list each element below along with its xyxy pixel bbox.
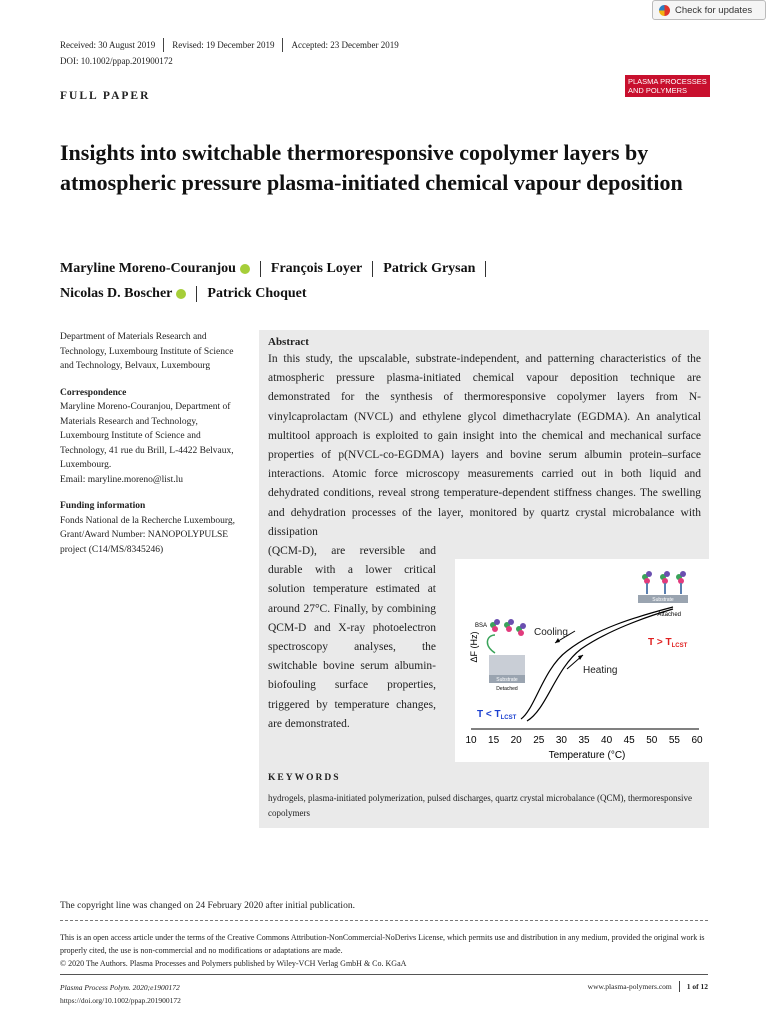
- attached-label: Attached: [657, 612, 681, 618]
- dashed-divider: [60, 920, 708, 921]
- author-name: Nicolas D. Boscher: [60, 286, 173, 301]
- section-label: FULL PAPER: [60, 90, 151, 102]
- license-statement: This is an open access article under the terms of the Creative Commons Attribution-NonCommercial-NoDerivs License, which permits use and distribution in any medium, provided the original work is properly cited, the use is non-commercial and no modifications or adaptations are made.: [60, 933, 705, 955]
- attached-illustration: [638, 571, 688, 618]
- swollen-layer: [489, 655, 525, 675]
- author[interactable]: [271, 256, 362, 281]
- divider: [196, 286, 197, 302]
- divider: [163, 38, 164, 52]
- cooling-label: Cooling: [534, 627, 568, 638]
- doi-link[interactable]: https://doi.org/10.1002/ppap.201900172: [60, 996, 181, 1005]
- license-text: [60, 931, 705, 970]
- page-number: 1 of 12: [686, 982, 708, 991]
- journal-logo: [625, 75, 710, 97]
- affiliation: Department of Materials Research and Technology, Luxembourg Institute of Science and Technology, Belvaux, Luxembourg: [60, 332, 234, 371]
- footer-rule: [60, 974, 708, 975]
- x-tick-label: 50: [646, 735, 658, 746]
- x-tick-label: 15: [488, 735, 500, 746]
- orcid-icon[interactable]: [240, 264, 250, 274]
- copyright-change-note: The copyright line was changed on 24 February 2020 after initial publication.: [60, 901, 355, 911]
- x-axis-label: Temperature (°C): [548, 750, 626, 761]
- author[interactable]: [207, 281, 306, 306]
- footer-right: [588, 981, 708, 992]
- x-tick-label: 60: [691, 735, 703, 746]
- keywords-text: hydrogels, plasma-initiated polymerization, pulsed discharges, quartz crystal microbalance (QCM), thermoresponsive copolymers: [268, 793, 692, 818]
- author[interactable]: [60, 256, 250, 281]
- divider: [260, 261, 261, 277]
- author-name: Maryline Moreno-Couranjou: [60, 261, 236, 276]
- detached-illustration: [475, 619, 526, 692]
- cooling-arrow-head: [555, 638, 560, 643]
- divider: [282, 38, 283, 52]
- divider: [679, 981, 680, 992]
- release-arrow: [487, 635, 495, 653]
- author-list: [60, 256, 720, 306]
- correspondence-text: Maryline Moreno-Couranjou, Department of Materials Research and Technology, Luxembourg Institute of Science and Technology, 41 rue du Brill, L-4422 Belvaux, Luxembourg.: [60, 402, 234, 470]
- author[interactable]: [60, 281, 186, 306]
- orcid-icon[interactable]: [176, 289, 186, 299]
- heating-label: Heating: [583, 665, 618, 676]
- author[interactable]: [383, 256, 475, 281]
- funding-heading: Funding information: [60, 501, 146, 511]
- crossmark-icon: [659, 5, 670, 16]
- divider: [372, 261, 373, 277]
- journal-logo-line1: PLASMA PROCESSES: [628, 77, 707, 86]
- x-tick-label: 40: [601, 735, 613, 746]
- author-name: Patrick Grysan: [383, 261, 476, 276]
- keywords-heading: KEYWORDS: [268, 773, 341, 783]
- correspondence-heading: Correspondence: [60, 387, 127, 398]
- correspondence-email[interactable]: Email: maryline.moreno@list.lu: [60, 474, 183, 485]
- y-axis-label: ΔF (Hz): [469, 631, 479, 663]
- cold-label: $T < T_{LCST}$: [477, 709, 517, 721]
- author-name: Patrick Choquet: [207, 286, 307, 301]
- abstract-text-continued: (QCM-D), are reversible and durable with a lower critical solution temperature estimated at around 27°C. Finally, by combining QCM-D and X-ray photoelectron spectroscopy analyses, the switchable bovine serum albumin-biofouling surface properties, triggered by temperature changes, are demonstrated.: [268, 545, 436, 730]
- received-date: Received: 30 August 2019: [60, 40, 156, 50]
- journal-logo-line2: AND POLYMERS: [628, 86, 688, 95]
- website-link[interactable]: www.plasma-polymers.com: [587, 982, 672, 991]
- graphical-abstract: [455, 559, 709, 762]
- hot-label: $T > T_{LCST}$: [648, 637, 688, 649]
- bsa-protein-icons: [490, 619, 526, 636]
- detached-label: Detached: [496, 686, 518, 692]
- substrate-label: Substrate: [496, 677, 518, 683]
- x-tick-label: 25: [533, 735, 545, 746]
- article-info: [60, 330, 240, 557]
- x-tick-label: 35: [578, 735, 590, 746]
- x-tick-label: 10: [465, 735, 477, 746]
- revised-date: Revised: 19 December 2019: [172, 40, 275, 50]
- x-tick-label: 55: [668, 735, 680, 746]
- author-name: François Loyer: [270, 261, 363, 276]
- check-updates-label: Check for updates: [675, 4, 753, 16]
- divider: [485, 261, 486, 277]
- funding-text: Fonds National de la Recherche Luxembourg, Grant/Award Number: NANOPOLYPULSE project (C14/MS/8345246): [60, 515, 235, 555]
- x-tick-label: 20: [510, 735, 522, 746]
- bsa-label: BSA: [475, 623, 488, 629]
- abstract-heading: Abstract: [268, 336, 309, 348]
- accepted-date: Accepted: 23 December 2019: [291, 40, 399, 50]
- footer-citation: [60, 981, 181, 1007]
- doi: DOI: 10.1002/ppap.201900172: [60, 56, 173, 66]
- abstract-text: In this study, the upscalable, substrate-independent, and patterning characteristics of the atmospheric pressure plasma-initiated chemical vapour deposition technique are demonstrated for the synthesis of thermoresponsive copolymer layers from N-vinylcaprolactam (NVCL) and ethylene glycol dimethacrylate (EGDMA). An analytical multitool approach is exploited to gain insight into the chemical and mechanical surface properties of p(NVCL-co-EGDMA) layers and bovine serum albumin protein–surface interactions. Atomic force microscopy measurements carried out in both liquid and dehydrated conditions, reveal strong temperature-dependent stiffness changes. The swelling and dehydration processes of the layer, monitored by quartz crystal microbalance with dissipation: [268, 353, 701, 538]
- substrate-label: Substrate: [652, 597, 674, 603]
- x-tick-label: 30: [555, 735, 567, 746]
- article-title: Insights into switchable thermoresponsive copolymer layers by atmospheric pressure plasma-initiated chemical vapour deposition: [60, 140, 683, 195]
- graphical-abstract-svg: [455, 559, 709, 762]
- article-dates: [60, 38, 399, 52]
- check-updates-button[interactable]: [652, 0, 766, 20]
- copyright-statement: © 2020 The Authors. Plasma Processes and Polymers published by Wiley-VCH Verlag GmbH & Co. KGaA: [60, 959, 407, 968]
- x-ticks: [465, 735, 703, 746]
- x-tick-label: 45: [623, 735, 635, 746]
- citation: Plasma Process Polym. 2020;e1900172: [60, 983, 180, 992]
- bsa-protein-icons: [642, 571, 686, 594]
